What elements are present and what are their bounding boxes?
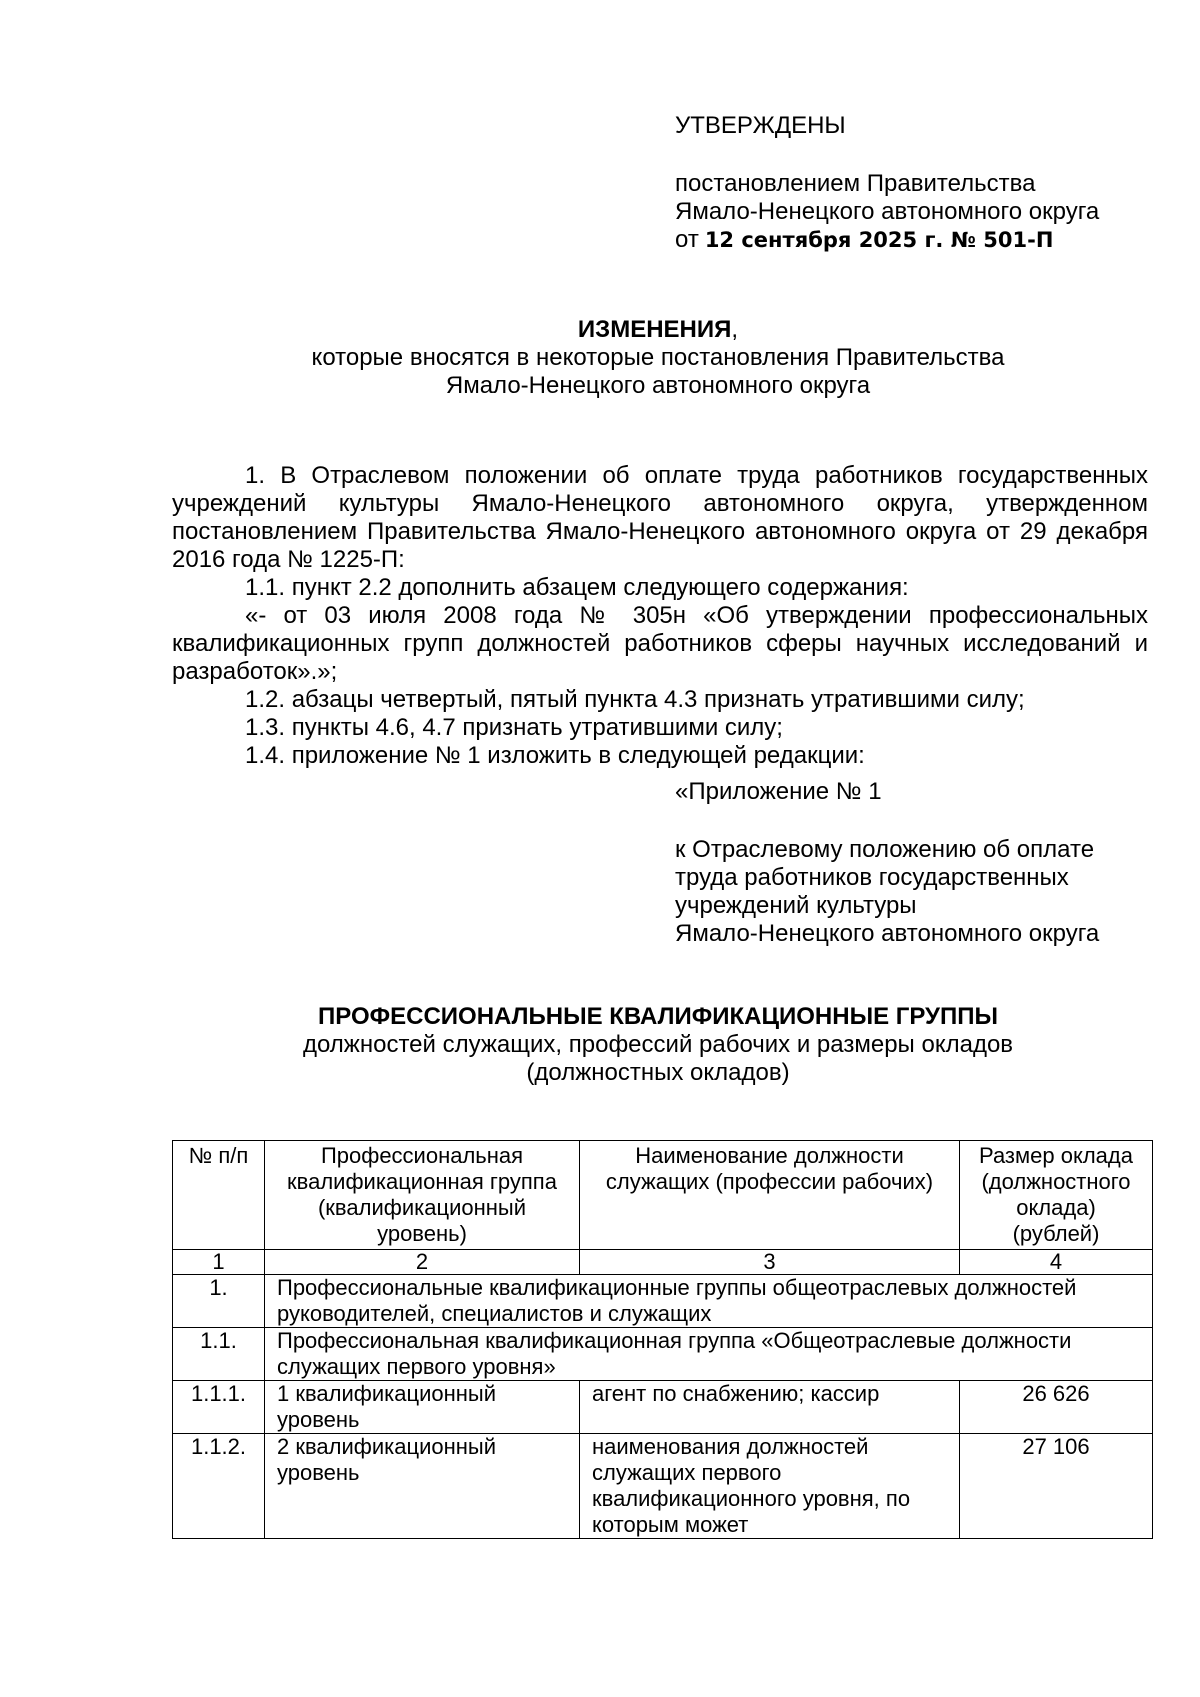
table-column-numbers-row: [173, 1250, 1153, 1275]
approval-line-2: Ямало-Ненецкого автономного округа: [675, 198, 1100, 225]
row-salary: 26 626: [960, 1381, 1153, 1434]
appendix-header: [675, 778, 1155, 948]
body-paragraph-4: 1.2. абзацы четвертый, пятый пункта 4.3 признать утратившими силу;: [245, 686, 1025, 713]
approval-date-number: 12 сентября 2025 г. № 501-П: [704, 228, 1054, 252]
table-header-row: [173, 1141, 1153, 1250]
document-title: [170, 316, 1146, 400]
table-row: [173, 1275, 1153, 1328]
column-number: 3: [580, 1250, 960, 1275]
column-number: 1: [173, 1250, 265, 1275]
row-positions: агент по снабжению; кассир: [580, 1381, 960, 1434]
table-row: [173, 1328, 1153, 1381]
approval-date-prefix: от: [675, 226, 699, 253]
row-num: 1.1.: [173, 1328, 265, 1381]
appendix-line-4: Ямало-Ненецкого автономного округа: [675, 920, 1100, 947]
body-paragraph-1: 1. В Отраслевом положении об оплате труда работников государственных учреждений культуры Ямало-Ненецкого автономного округа, утвержденном постановлением Правительства Ямало-Ненецкого автономного округа от 29 декабря 2016 года № 1225-П:: [172, 462, 1148, 573]
header-salary: Размер оклада (должностного оклада) (рублей): [960, 1141, 1153, 1250]
body-text: [172, 462, 1148, 770]
column-number: 4: [960, 1250, 1153, 1275]
row-num: 1.: [173, 1275, 265, 1328]
header-group: Профессиональная квалификационная группа (квалификационный уровень): [265, 1141, 580, 1250]
row-num: 1.1.2.: [173, 1434, 265, 1539]
approval-line-1: постановлением Правительства: [675, 170, 1036, 197]
section-title-main: ПРОФЕССИОНАЛЬНЫЕ КВАЛИФИКАЦИОННЫЕ ГРУППЫ: [318, 1003, 998, 1030]
table-row: [173, 1381, 1153, 1434]
body-paragraph-2: 1.1. пункт 2.2 дополнить абзацем следующего содержания:: [245, 574, 909, 601]
title-bold: ИЗМЕНЕНИЯ: [577, 316, 732, 343]
approval-heading: УТВЕРЖДЕНЫ: [675, 112, 846, 139]
column-number: 2: [265, 1250, 580, 1275]
appendix-line-2: труда работников государственных: [675, 864, 1069, 891]
body-paragraph-6: 1.4. приложение № 1 изложить в следующей редакции:: [245, 742, 865, 769]
row-positions: наименования должностей служащих первого квалификационного уровня, по которым может: [580, 1434, 960, 1539]
header-num: № п/п: [173, 1141, 265, 1250]
title-line-3: Ямало-Ненецкого автономного округа: [445, 372, 871, 399]
body-paragraph-3: «- от 03 июля 2008 года № 305н «Об утверждении профессиональных квалификационных групп должностей работников сферы научных исследований и разработок».»;: [172, 602, 1148, 685]
row-num: 1.1.1.: [173, 1381, 265, 1434]
approval-date: [675, 226, 1155, 254]
row-text: Профессиональная квалификационная группа «Общеотраслевые должности служащих первого уровня»: [265, 1328, 1153, 1381]
appendix-line-1: к Отраслевому положению об оплате: [675, 836, 1095, 863]
qualification-groups-table: [172, 1140, 1153, 1539]
section-subtitle-1: должностей служащих, профессий рабочих и размеры окладов: [302, 1031, 1014, 1058]
header-position: Наименование должности служащих (профессии рабочих): [580, 1141, 960, 1250]
body-paragraph-5: 1.3. пункты 4.6, 4.7 признать утратившими силу;: [245, 714, 783, 741]
section-subtitle-2: (должностных окладов): [526, 1059, 790, 1086]
table-row: [173, 1434, 1153, 1539]
appendix-title: «Приложение № 1: [675, 778, 882, 805]
section-title: [170, 1003, 1146, 1087]
appendix-line-3: учреждений культуры: [675, 892, 917, 919]
title-line-2: которые вносятся в некоторые постановления Правительства: [311, 344, 1005, 371]
title-comma: ,: [731, 316, 739, 343]
row-level: 1 квалификационный уровень: [265, 1381, 580, 1434]
row-level: 2 квалификационный уровень: [265, 1434, 580, 1539]
row-text: Профессиональные квалификационные группы общеотраслевых должностей руководителей, специалистов и служащих: [265, 1275, 1153, 1328]
row-salary: 27 106: [960, 1434, 1153, 1539]
approval-stamp: [675, 112, 1155, 254]
